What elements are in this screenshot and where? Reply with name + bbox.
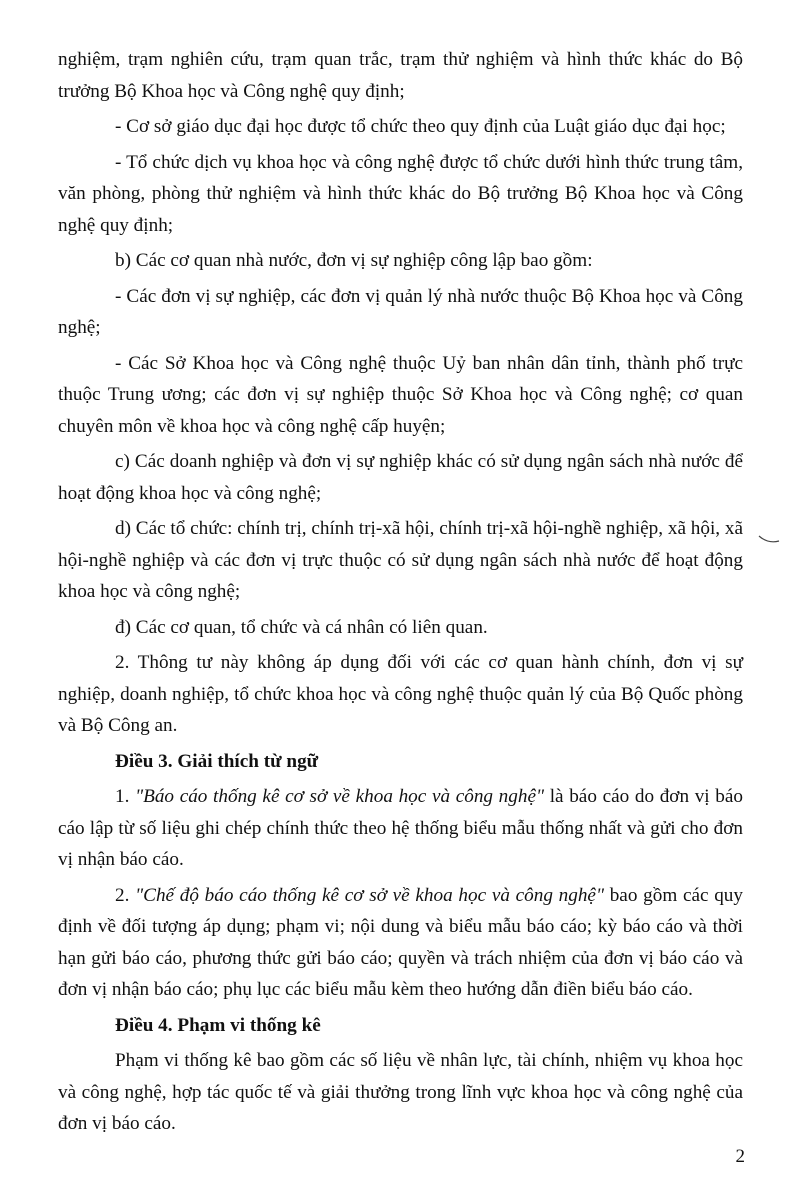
article-3-item-2 [58, 880, 743, 1006]
paragraph-exclusion: 2. Thông tư này không áp dụng đối với các cơ quan hành chính, đơn vị sự nghiệp, doanh nghiệp, tổ chức khoa học và công nghệ thuộc quản lý của Bộ Quốc phòng và Bộ Công an. [58, 652, 743, 736]
paragraph-higher-education: - Cơ sở giáo dục đại học được tổ chức theo quy định của Luật giáo dục đại học; [115, 116, 726, 137]
article-4-heading: Điều 4. Phạm vi thống kê [115, 1014, 321, 1036]
document-page [58, 44, 743, 1144]
paragraph-item-d: d) Các tổ chức: chính trị, chính trị-xã hội, chính trị-xã hội-nghề nghiệp, xã hội, xã hội-nghề nghiệp và các đơn vị trực thuộc có sử dụng ngân sách nhà nước để hoạt động khoa học và công nghệ; [58, 518, 743, 602]
paragraph-item-c: c) Các doanh nghiệp và đơn vị sự nghiệp khác có sử dụng ngân sách nhà nước để hoạt động khoa học và công nghệ; [58, 451, 743, 504]
item-1-prefix: 1. [115, 786, 136, 807]
item-2-prefix: 2. [115, 884, 136, 906]
paragraph-service-organizations: - Tổ chức dịch vụ khoa học và công nghệ được tổ chức dưới hình thức trung tâm, văn phòng, phòng thử nghiệm và hình thức khác do Bộ trưởng Bộ Khoa học và Công nghệ quy định; [58, 151, 743, 236]
item-1-term: "Báo cáo thống kê cơ sở về khoa học và công nghệ" [135, 786, 545, 807]
item-1-definition: là báo cáo do đơn vị báo cáo lập từ số liệu ghi chép chính thức theo hệ thống biểu mẫu thống nhất và gửi cho đơn vị nhận báo cáo. [58, 786, 744, 870]
paragraph-ministry-units: - Các đơn vị sự nghiệp, các đơn vị quản lý nhà nước thuộc Bộ Khoa học và Công nghệ; [58, 285, 743, 338]
paragraph-continuation: nghiệm, trạm nghiên cứu, trạm quan trắc, trạm thử nghiệm và hình thức khác do Bộ trưởng Bộ Khoa học và Công nghệ quy định; [58, 49, 743, 102]
paragraph-provincial-departments: - Các Sở Khoa học và Công nghệ thuộc Uỷ ban nhân dân tỉnh, thành phố trực thuộc Trung ương; các đơn vị sự nghiệp thuộc Sở Khoa học và Công nghệ; cơ quan chuyên môn về khoa học và công nghệ cấp huyện; [58, 352, 743, 437]
item-2-term: "Chế độ báo cáo thống kê cơ sở về khoa học và công nghệ" [135, 884, 604, 906]
article-4-body: Phạm vi thống kê bao gồm các số liệu về nhân lực, tài chính, nhiệm vụ khoa học và công nghệ, hợp tác quốc tế và giải thưởng trong lĩnh vực khoa học và công nghệ của đơn vị báo cáo. [58, 1050, 743, 1134]
item-2-definition: bao gồm các quy định về đối tượng áp dụng; phạm vi; nội dung và biểu mẫu báo cáo; kỳ báo cáo và thời hạn gửi báo cáo, phương thức gửi báo cáo; quyền và trách nhiệm của đơn vị báo cáo và đơn vị nhận báo cáo; phụ lục các biểu mẫu kèm theo hướng dẫn điền biểu báo cáo. [58, 884, 743, 1000]
article-3-item-1 [58, 781, 743, 876]
paragraph-item-b: b) Các cơ quan nhà nước, đơn vị sự nghiệp công lập bao gồm: [115, 250, 593, 271]
article-3-heading: Điều 3. Giải thích từ ngữ [115, 750, 319, 772]
margin-scan-mark [758, 532, 780, 546]
page-number: 2 [735, 1146, 745, 1167]
paragraph-item-dd: đ) Các cơ quan, tổ chức và cá nhân có liên quan. [115, 616, 488, 638]
